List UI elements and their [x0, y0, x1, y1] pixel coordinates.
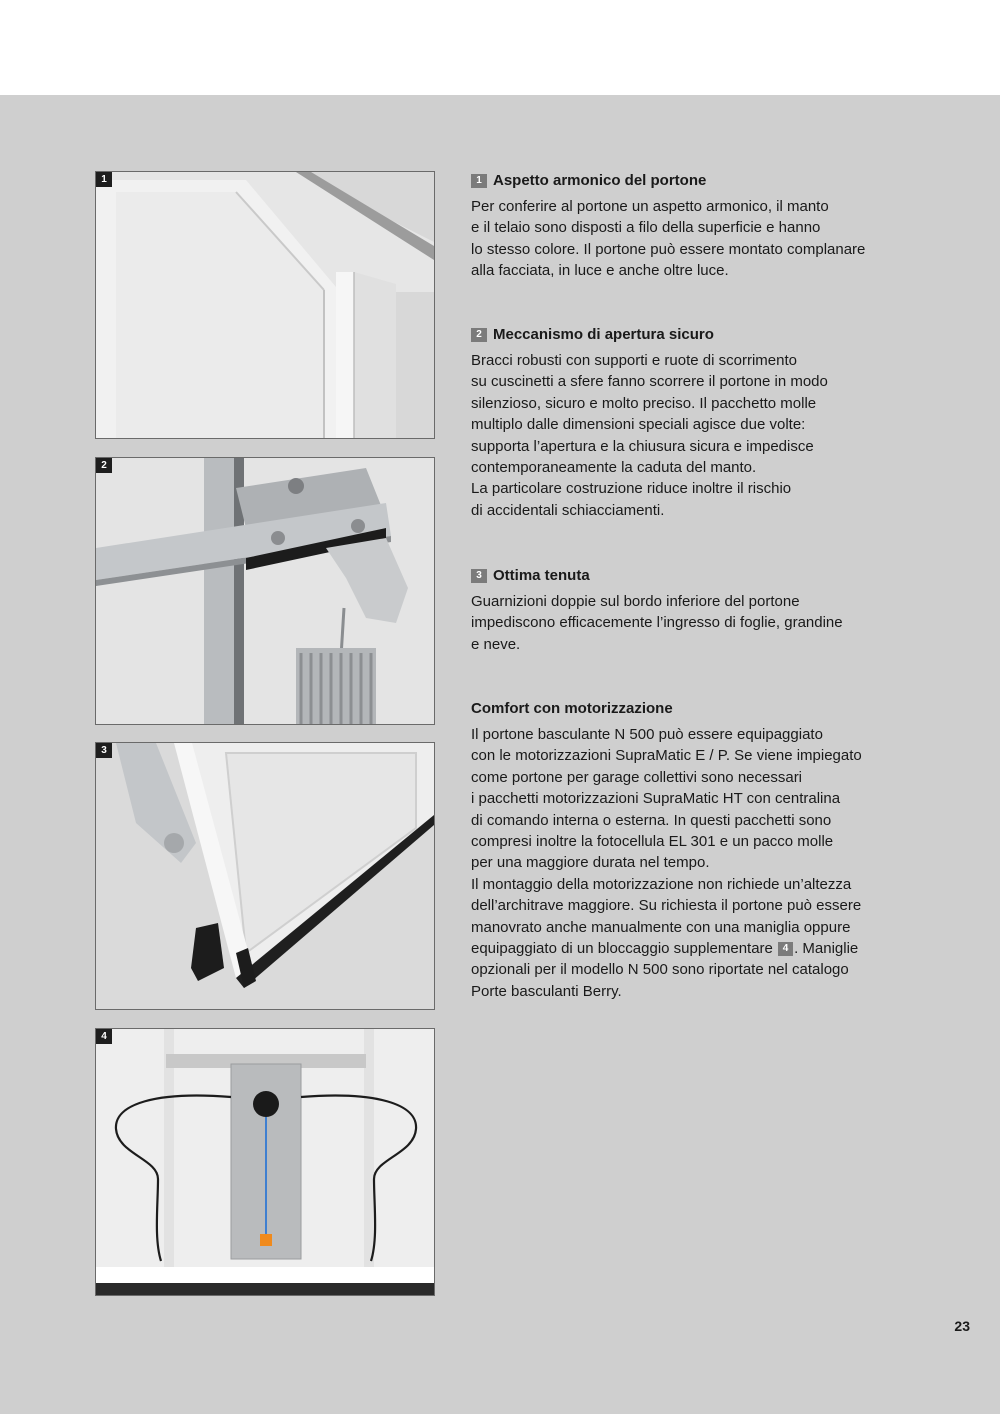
section-heading	[471, 170, 911, 192]
mechanism-illustration	[96, 458, 434, 724]
body-line: di comando interna o esterna. In questi pacchetti sono	[471, 811, 832, 829]
body-line: lo stesso colore. Il portone può essere montato complanare	[471, 240, 866, 258]
body-line: alla facciata, in luce e anche oltre luce.	[471, 262, 729, 280]
photo-number-1: 1	[96, 172, 112, 187]
body-line: supporta l’apertura e la chiusura sicura e impedisce	[471, 437, 814, 455]
body-line: compresi inoltre la fotocellula EL 301 e un pacco molle	[471, 833, 834, 851]
section-heading	[471, 324, 911, 346]
body-line: multiplo dalle dimensioni speciali agisce due volte:	[471, 416, 806, 434]
section-number-badge: 3	[471, 569, 487, 583]
motor-operator-illustration	[96, 1029, 434, 1295]
section-heading	[471, 698, 911, 720]
body-line: Guarnizioni doppie sul bordo inferiore del portone	[471, 593, 800, 610]
section-aspetto-armonico	[471, 170, 911, 282]
photo-reference-badge: 4	[778, 942, 793, 956]
body-line: equipaggiato di un bloccaggio supplementare	[471, 940, 773, 958]
body-line: come portone per garage collettivi sono necessari	[471, 768, 803, 786]
body-line: e il telaio sono disposti a filo della superficie e hanno	[471, 219, 821, 237]
body-line: per una maggiore durata nel tempo.	[471, 854, 710, 872]
section-body	[471, 591, 911, 655]
photo-1-panel-frame	[95, 171, 435, 439]
body-line: con le motorizzazioni SupraMatic E / P. Se viene impiegato	[471, 747, 862, 765]
body-line: Il montaggio della motorizzazione non richiede un’altezza	[471, 875, 852, 893]
photo-number-2: 2	[96, 458, 112, 473]
photo-3-bottom-seal	[95, 742, 435, 1010]
body-line: Il portone basculante N 500 può essere equipaggiato	[471, 726, 823, 743]
body-line: manovrato anche manualmente con una maniglia oppure	[471, 918, 851, 936]
section-title: Meccanismo di apertura sicuro	[493, 326, 714, 343]
section-heading	[471, 565, 911, 587]
section-title: Ottima tenuta	[493, 567, 590, 584]
section-title: Aspetto armonico del portone	[493, 172, 707, 189]
bottom-seal-illustration	[96, 743, 434, 1009]
body-line: impediscono efficacemente l’ingresso di foglie, grandine	[471, 614, 843, 632]
body-line: su cuscinetti a sfere fanno scorrere il portone in modo	[471, 373, 828, 391]
body-line: silenzioso, sicuro e molto preciso. Il pacchetto molle	[471, 394, 817, 412]
body-line: e neve.	[471, 635, 521, 653]
body-line: i pacchetti motorizzazioni SupraMatic HT con centralina	[471, 790, 841, 808]
section-comfort-motorizzazione	[471, 698, 911, 1002]
body-line: di accidentali schiacciamenti.	[471, 501, 665, 519]
page-number: 23	[954, 1318, 970, 1334]
body-line: . Maniglie	[794, 940, 859, 958]
section-title: Comfort con motorizzazione	[471, 700, 673, 717]
photo-number-3: 3	[96, 743, 112, 758]
body-line: dell’architrave maggiore. Su richiesta il portone può essere	[471, 897, 862, 915]
section-body	[471, 196, 911, 282]
body-line: contemporaneamente la caduta del manto.	[471, 459, 757, 477]
body-line: La particolare costruzione riduce inoltre il rischio	[471, 480, 792, 498]
section-ottima-tenuta	[471, 565, 911, 655]
body-line: Bracci robusti con supporti e ruote di scorrimento	[471, 352, 797, 369]
photo-2-opening-mechanism	[95, 457, 435, 725]
section-body	[471, 724, 911, 1002]
photo-4-motor-operator	[95, 1028, 435, 1296]
photo-number-4: 4	[96, 1029, 112, 1044]
panel-frame-illustration	[96, 172, 434, 438]
body-line: Porte basculanti Berry.	[471, 982, 622, 1000]
section-body	[471, 350, 911, 521]
body-line: opzionali per il modello N 500 sono riportate nel catalogo	[471, 961, 849, 979]
section-number-badge: 1	[471, 174, 487, 188]
section-number-badge: 2	[471, 328, 487, 342]
section-meccanismo-apertura	[471, 324, 911, 521]
body-line: Per conferire al portone un aspetto armonico, il manto	[471, 198, 829, 215]
